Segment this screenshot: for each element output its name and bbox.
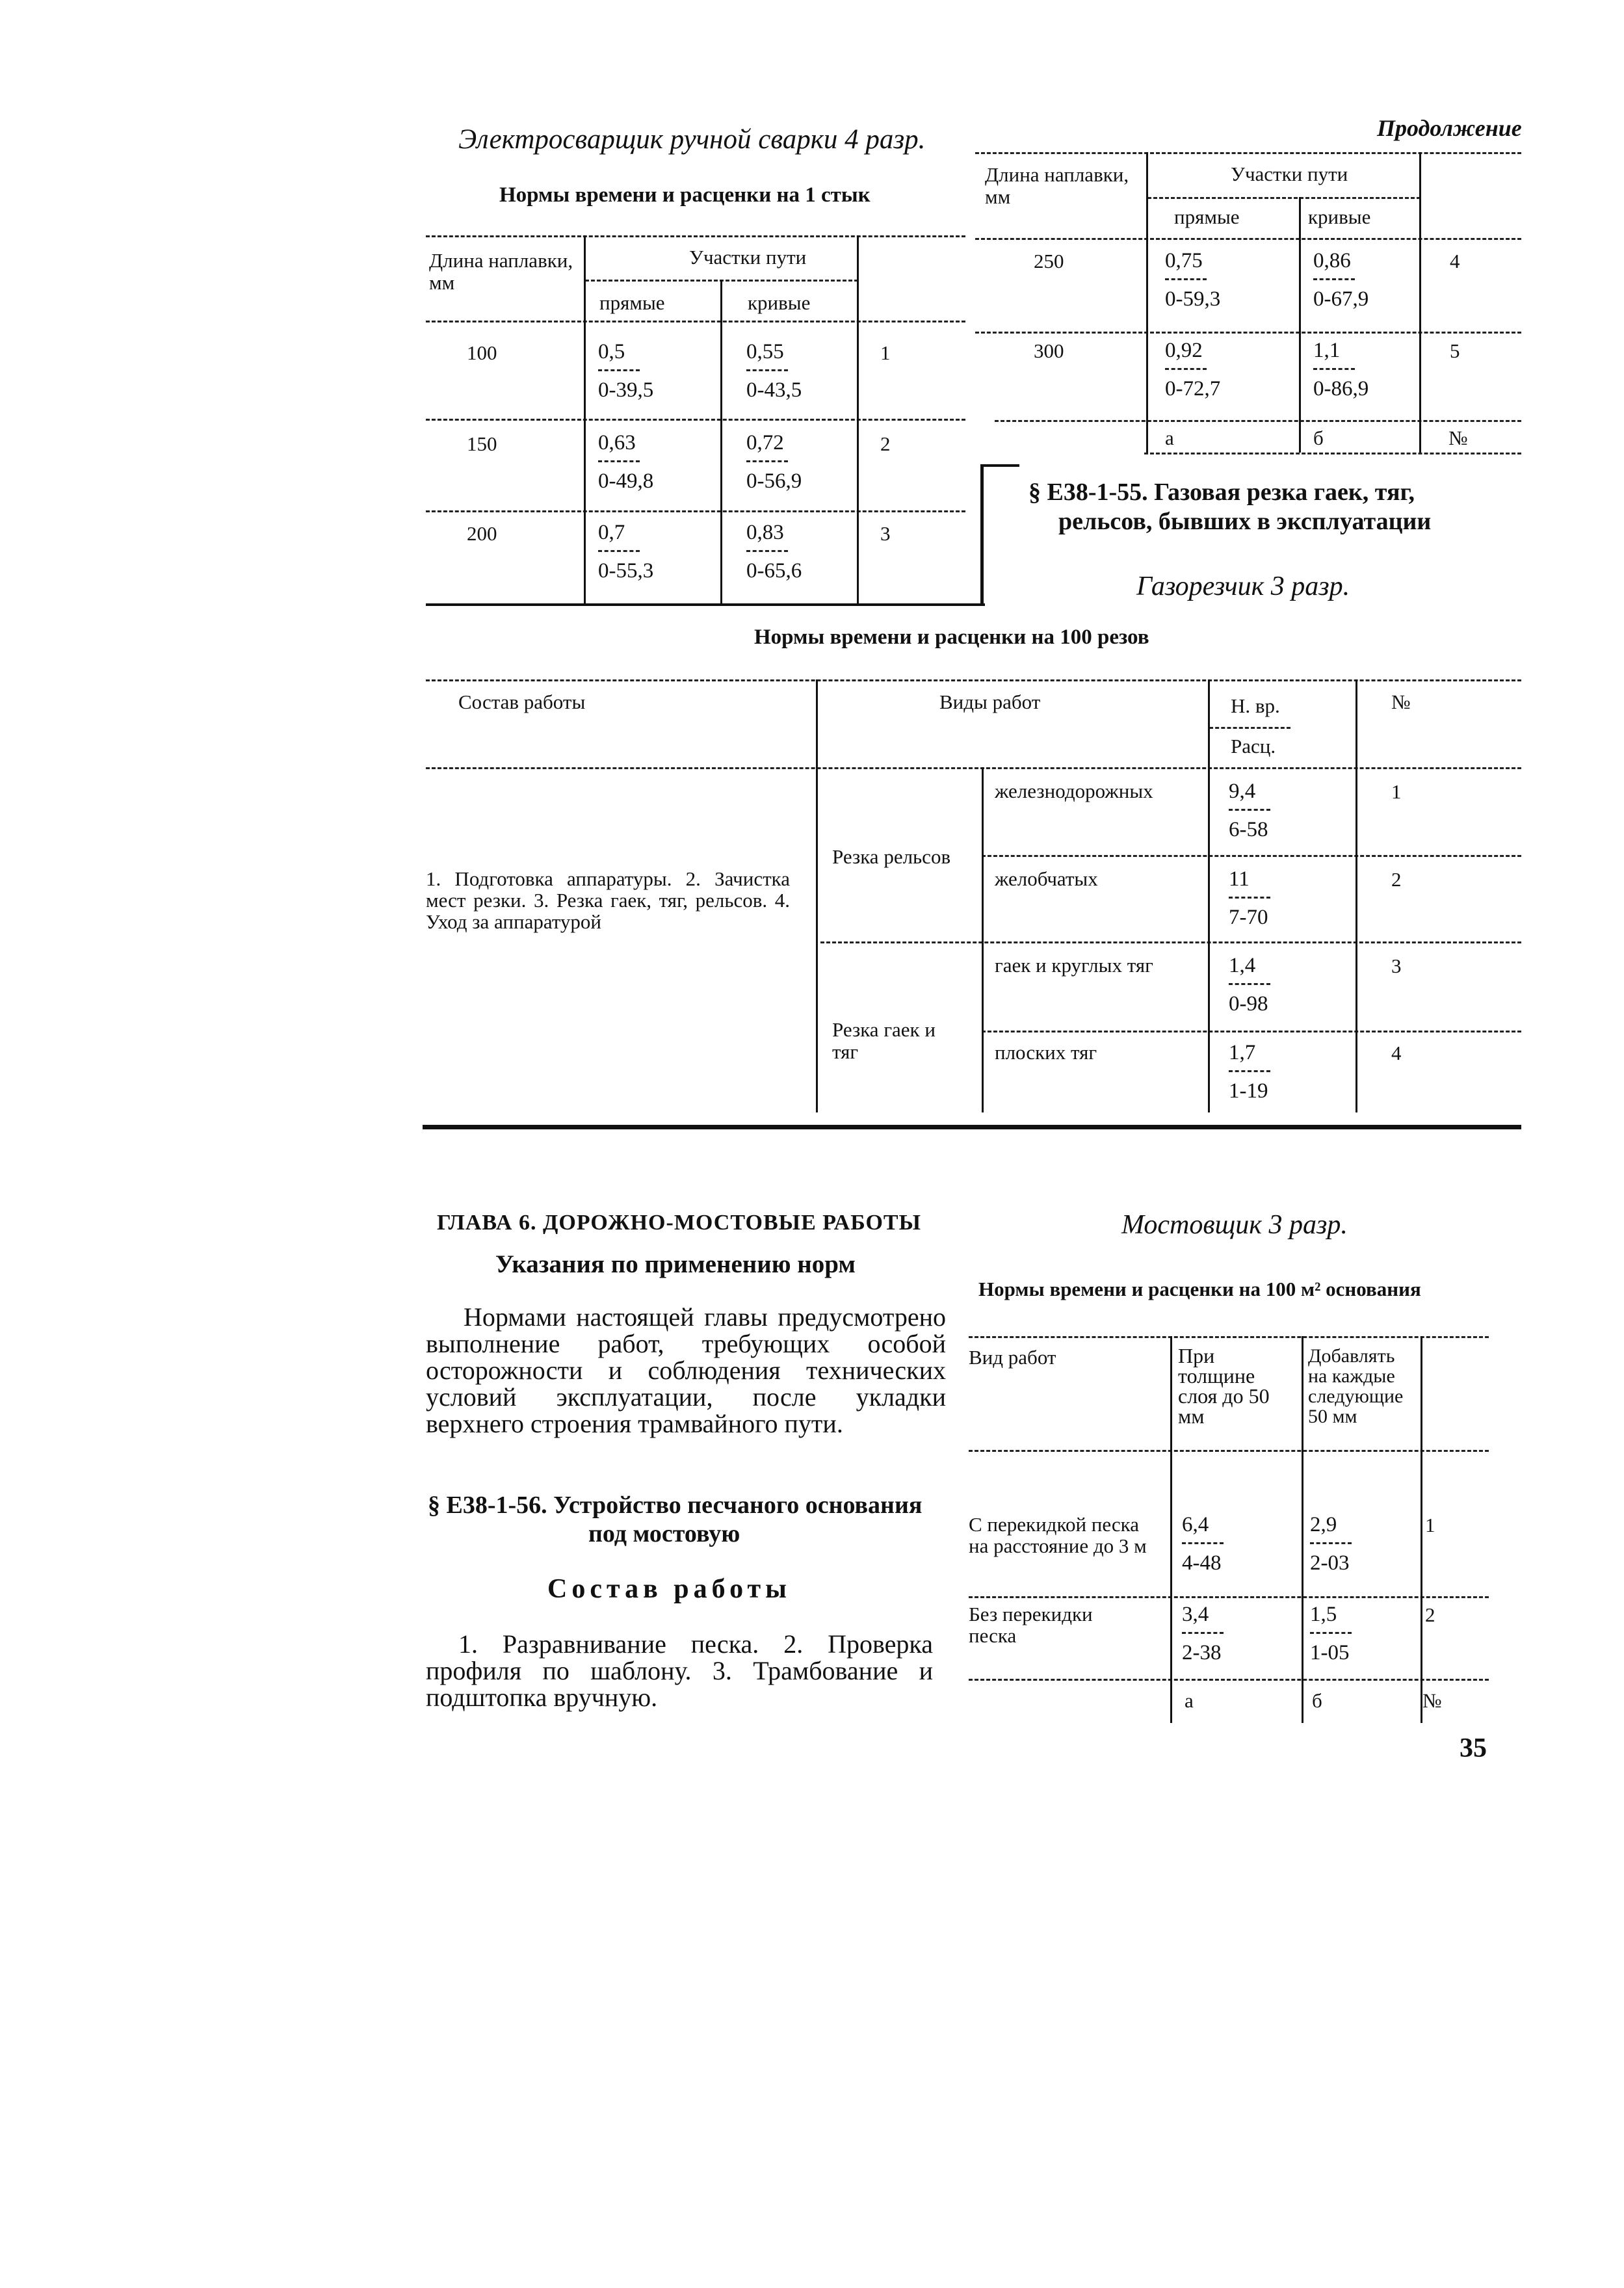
row-number: 3 [1391,954,1402,977]
chapter-heading: ГЛАВА 6. ДОРОЖНО-МОСТОВЫЕ РАБОТЫ [437,1211,921,1235]
section-55-title-line1: § Е38-1-55. Газовая резка гаек, тяг, [1028,479,1415,506]
guidance-title: Указания по применению норм [495,1250,856,1278]
thickness-rate: 3,4 2-38 [1182,1602,1224,1665]
footer-a: а [1185,1689,1194,1712]
section-55-title-line2: рельсов, бывших в эксплуатации [1058,508,1432,535]
col-composition-header: Состав работы [458,690,586,713]
col-section-header: Участки пути [1231,163,1348,185]
group-nuts-rods: Резка гаек и тяг [832,1018,936,1063]
composition-text: 1. Разравнивание песка. 2. Проверка профиля по шаблону. 3. Трамбование и подштопка вручную. [426,1629,933,1712]
straight-rate: 0,92 0-72,7 [1165,339,1221,401]
thickness-rate: 6,4 4-48 [1182,1512,1224,1575]
footer-b: б [1312,1689,1322,1712]
continuation-label: Продолжение [1377,115,1522,141]
kind-cell: железнодорожных [995,780,1153,802]
row-number: 2 [880,432,891,455]
row-number: 4 [1391,1042,1402,1064]
col-section-header: Участки пути [689,246,807,269]
kind-cell: гаек и круглых тяг [995,954,1153,977]
curved-rate: 1,1 0-86,9 [1313,339,1369,401]
row-number: 5 [1450,339,1460,362]
straight-rate: 0,63 0-49,8 [598,431,654,493]
kind-cell: Без перекидки песка [969,1603,1093,1647]
col-curved-header: кривые [1308,205,1371,228]
length-cell: 150 [467,432,497,455]
col-straight-header: прямые [599,291,665,314]
norm-rate: 1,7 1-19 [1229,1040,1270,1103]
norm-title-paving: Нормы времени и расценки на 100 м² основания [978,1278,1421,1300]
col-thickness-header: При толщине слоя до 50 мм [1178,1344,1270,1428]
straight-rate: 0,7 0-55,3 [598,521,654,583]
kind-cell: С перекидкой песка на расстояние до 3 м [969,1513,1147,1557]
col-add-header: Добавлять на каждые следующие 50 мм [1308,1345,1404,1427]
guidance-text: Нормами настоящей главы предусмотрено выполнение работ, требующих особой осторожности и соблюдения технических условий эксплуатации, после укладки верхнего строения трамвайного пути. [426,1302,946,1438]
row-number: 3 [880,522,891,545]
col-length-header: Длина наплавки, мм [985,163,1129,208]
norm-title-cutting: Нормы времени и расценки на 100 резов [754,625,1149,649]
row-number: 1 [1391,780,1402,803]
col-rate-header: Расц. [1231,735,1276,757]
additional-rate: 1,5 1-05 [1310,1602,1352,1665]
group-rails: Резка рельсов [832,845,951,868]
row-number: 1 [880,341,891,364]
kind-cell: желобчатых [995,867,1098,890]
kind-cell: плоских тяг [995,1041,1097,1064]
norm-rate: 9,4 6-58 [1229,779,1270,842]
row-number: 2 [1425,1603,1435,1626]
footer-a: а [1165,427,1174,449]
norm-rate: 11 7-70 [1229,867,1270,930]
col-kind-header: Вид работ [969,1346,1056,1369]
col-curved-header: кривые [748,291,811,314]
section-56-title-line1: § Е38-1-56. Устройство песчаного основания [428,1492,923,1519]
length-cell: 250 [1034,250,1064,272]
row-number: 1 [1425,1514,1435,1536]
additional-rate: 2,9 2-03 [1310,1512,1352,1575]
norm-title-welder: Нормы времени и расценки на 1 стык [499,183,871,207]
composition-text: 1. Подготовка аппаратуры. 2. Зачистка мест резки. 3. Резка гаек, тяг, рельсов. 4. Уход за аппаратурой [426,867,790,933]
worker-title-paver: Мостовщик 3 разр. [1121,1210,1348,1240]
worker-title-welder: Электросварщик ручной сварки 4 разр. [458,124,926,155]
footer-b: б [1313,427,1324,449]
col-length-header: Длина наплавки, мм [429,249,573,294]
section-56-title-line2: под мостовую [588,1520,740,1547]
length-cell: 200 [467,522,497,545]
col-kinds-header: Виды работ [939,690,1041,713]
row-number: 2 [1391,868,1402,891]
page-number: 35 [1460,1733,1487,1763]
curved-rate: 0,83 0-65,6 [746,521,802,583]
section-frame-left [980,464,984,605]
row-number: 4 [1450,250,1460,272]
footer-no: № [1448,427,1468,449]
straight-rate: 0,75 0-59,3 [1165,249,1221,311]
curved-rate: 0,72 0-56,9 [746,431,802,493]
length-cell: 300 [1034,339,1064,362]
straight-rate: 0,5 0-39,5 [598,340,654,402]
section-frame-top [980,464,1019,467]
worker-title-gascutter: Газорезчик 3 разр. [1136,572,1350,601]
length-cell: 100 [467,341,497,364]
col-hvr-header: Н. вр. [1231,694,1280,717]
col-no-header: № [1391,690,1411,713]
col-straight-header: прямые [1174,205,1240,228]
curved-rate: 0,86 0-67,9 [1313,249,1369,311]
norm-rate: 1,4 0-98 [1229,953,1270,1016]
curved-rate: 0,55 0-43,5 [746,340,802,402]
footer-no: № [1422,1689,1442,1712]
composition-title: Состав работы [547,1574,791,1604]
